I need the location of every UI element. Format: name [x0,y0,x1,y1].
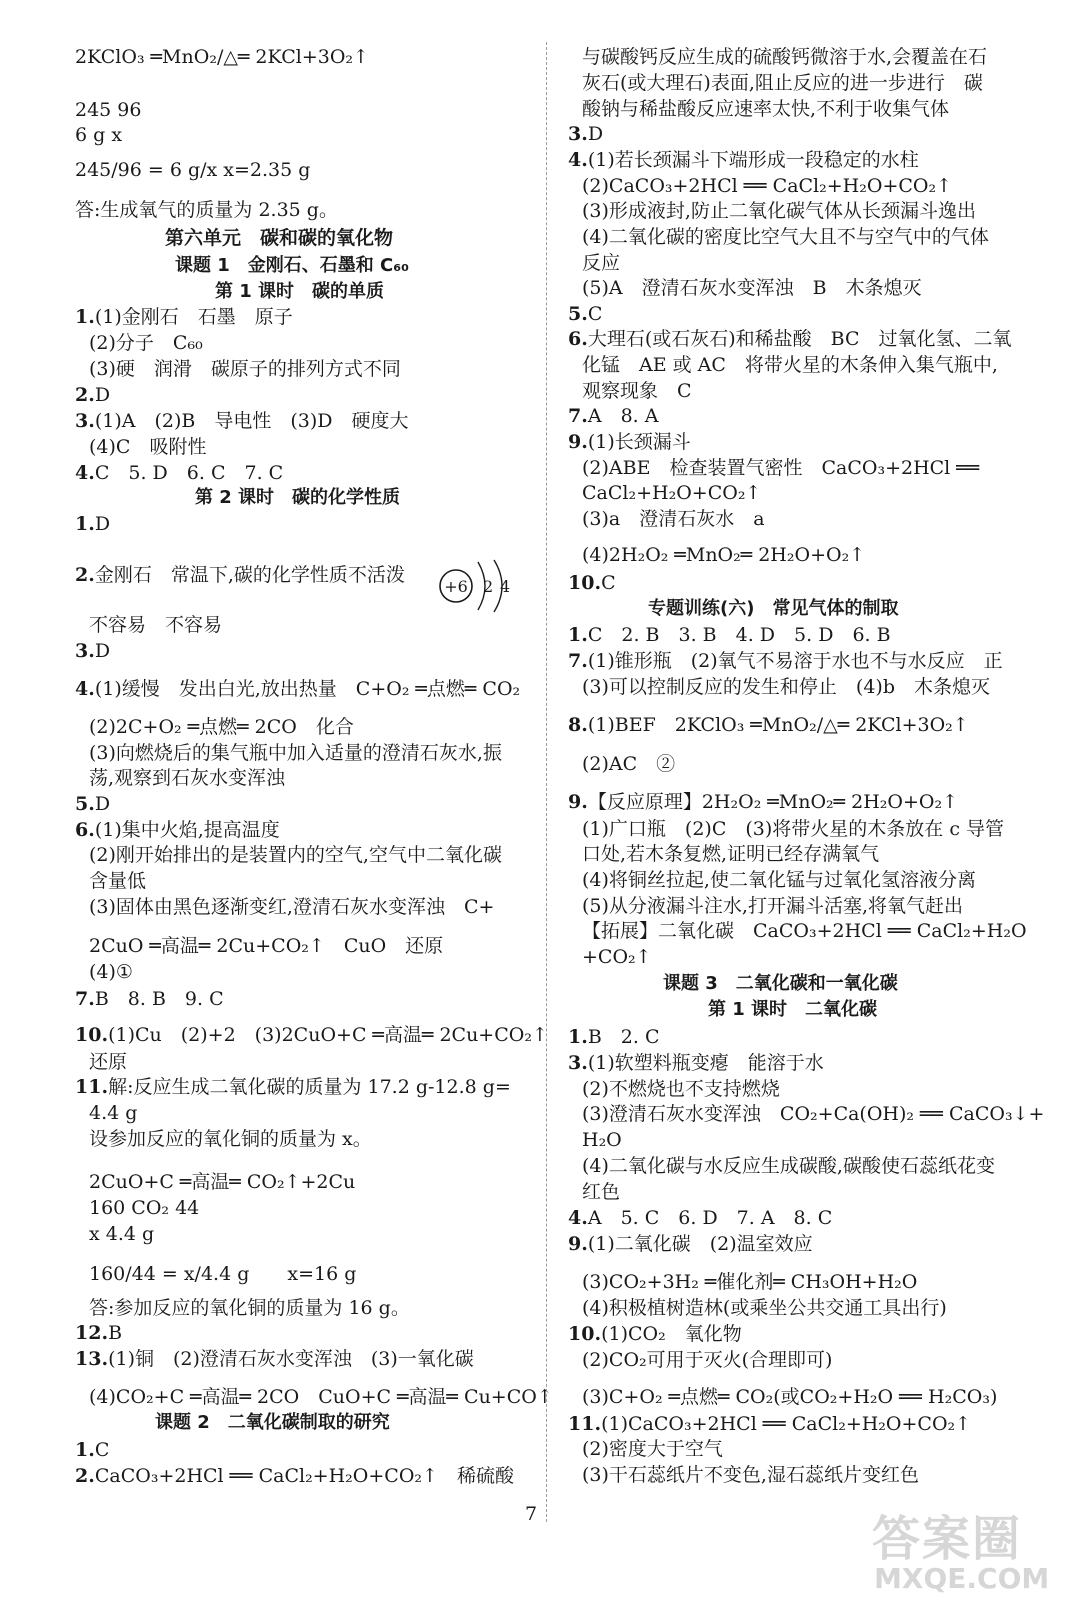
line-text: 课题 3 二氧化碳和一氧化碳 [663,973,898,994]
answer-line [568,675,990,699]
line-text: (2)CaCO₃+2HCl ══ CaCl₂+H₂O+CO₂↑ [582,175,953,197]
answer-line [75,435,206,459]
line-text: CaCl₂+H₂O+CO₂↑ [582,482,762,504]
line-text: 专题训练(六) 常见气体的制取 [648,598,899,619]
column-divider [546,42,547,1522]
line-text: (1)集中火焰,提高温度 [94,819,280,841]
line-text: 第六单元 碳和碳的氧化物 [165,227,394,249]
answer-line [568,327,1012,351]
answer-line [75,766,285,790]
question-number: 10. [568,1323,602,1345]
line-text: (1)A (2)B 导电性 (3)D 硬度大 [94,410,409,432]
line-text: 4.4 g [89,1102,138,1124]
line-text: 荡,观察到石灰水变浑浊 [89,767,286,789]
line-text: D [94,513,111,535]
line-text: C 2. B 3. B 4. D 5. D 6. B [587,624,891,646]
answer-line [75,158,310,182]
question-number: 6. [75,819,95,841]
question-number: 2. [75,1465,95,1487]
answer-line [75,960,133,984]
watermark-url: MXQE.COM [874,1562,1050,1595]
answer-line [75,1385,553,1409]
line-text: (2)分子 C₆₀ [89,332,203,354]
answer-line [75,305,293,329]
answer-line [568,817,1004,841]
line-text: (1)锥形瓶 (2)氧气不易溶于水也不与水反应 正 [587,650,1003,672]
shell-1-electrons: 2 [483,577,494,596]
answer-line [568,1322,742,1346]
line-text: 2CuO ═高温═ 2Cu+CO₂↑ CuO 还原 [89,935,444,957]
line-text: B 8. B 9. C [94,988,224,1010]
line-text: 大理石(或石灰石)和稀盐酸 BC 过氧化氢、二氧 [587,328,1012,350]
answer-line [75,45,369,69]
line-text: C [601,572,616,594]
answer-line [75,792,110,816]
section-heading [175,254,409,278]
line-text: (4)C 吸附性 [89,436,207,458]
answer-line [75,677,520,701]
question-number: 11. [568,1413,602,1435]
line-text: (3)澄清石灰水变浑浊 CO₂+Ca(OH)₂ ══ CaCO₃↓+ [582,1103,1045,1125]
answer-line [75,1347,474,1371]
line-text: (3)干石蕊纸片不变色,湿石蕊纸片变红色 [582,1464,919,1486]
question-number: 4. [75,678,95,700]
answer-line [75,741,502,765]
line-text: 不容易 不容易 [89,614,223,636]
line-text: D [94,640,111,662]
line-text: (4)积极植树造林(或乘坐公共交通工具出行) [582,1297,947,1319]
answer-line [568,945,652,969]
answer-line [568,1348,832,1372]
line-text: (2)AC ② [582,753,676,775]
line-text: 解:反应生成二氧化碳的质量为 17.2 g-12.8 g= [108,1076,511,1098]
answer-line [75,715,354,739]
question-number: 5. [568,303,588,325]
answer-line [75,1262,356,1286]
answer-line [75,383,110,407]
question-number: 8. [568,714,588,736]
answer-line [568,122,603,146]
answer-line [568,1437,723,1461]
answer-line [75,198,338,222]
answer-line [75,987,224,1011]
line-text: 【拓展】二氧化碳 CaCO₃+2HCl ══ CaCl₂+H₂O [582,920,1027,942]
question-number: 7. [568,650,588,672]
answer-line [568,456,979,480]
line-text: 6 g x [75,124,123,146]
line-text: 160 CO₂ 44 [89,1197,200,1219]
answer-line [75,123,122,147]
line-text: (1)Cu (2)+2 (3)2CuO+C ═高温═ 2Cu+CO₂↑ [108,1024,548,1046]
line-text: 245/96 = 6 g/x x=2.35 g [75,159,311,181]
line-text: (1)若长颈漏斗下端形成一段稳定的水柱 [587,149,919,171]
line-text: (3)a 澄清石灰水 a [582,508,765,530]
question-number: 1. [75,1439,95,1461]
answer-line [568,1296,947,1320]
answer-line [568,649,1003,673]
question-number: 11. [75,1076,109,1098]
section-heading [648,597,898,621]
line-text: 【反应原理】2H₂O₂ ═MnO₂═ 2H₂O+O₂↑ [587,791,959,813]
section-heading [195,486,400,510]
answer-line [568,919,1027,943]
line-text: D [94,384,111,406]
answer-line [568,199,976,223]
line-text: 第 1 课时 二氧化碳 [708,999,878,1020]
question-number: 3. [75,410,95,432]
line-text: +CO₂↑ [582,946,652,968]
answer-line [568,842,879,866]
line-text: 160/44 = x/4.4 g x=16 g [89,1263,357,1285]
line-text: 课题 2 二氧化碳制取的研究 [155,1412,390,1433]
section-heading [215,280,384,304]
line-text: 化锰 AE 或 AC 将带火星的木条伸入集气瓶中, [582,354,998,376]
line-text: (4)二氧化碳与水反应生成碳酸,碳酸使石蕊纸花变 [582,1155,995,1177]
line-text: (2)不燃烧也不支持燃烧 [582,1078,780,1100]
answer-line [75,1296,410,1320]
answer-line [75,512,110,536]
answer-line [568,45,987,69]
answer-line [568,1077,780,1101]
answer-line [568,1025,660,1049]
answer-line [568,894,963,918]
line-text: (3)硬 润滑 碳原子的排列方式不同 [89,358,401,380]
line-text: 245 96 [75,99,142,121]
line-text: D [587,123,604,145]
question-number: 4. [568,1207,588,1229]
line-text: (2)密度大于空气 [582,1438,723,1460]
line-text: (3)形成液封,防止二氧化碳气体从长颈漏斗逸出 [582,200,976,222]
question-number: 4. [568,149,588,171]
answer-line [568,1154,995,1178]
line-text: H₂O [582,1129,622,1151]
line-text: (5)A 澄清石灰水变浑浊 B 木条熄灭 [582,277,922,299]
answer-line [568,1412,971,1436]
answer-line [75,1101,137,1125]
answer-line [75,613,222,637]
answer-line [568,1232,813,1256]
line-text: (1)CaCO₃+2HCl ══ CaCl₂+H₂O+CO₂↑ [601,1413,972,1435]
answer-line [568,276,922,300]
answer-line [568,1102,1044,1126]
answer-line [568,1206,832,1230]
answer-line [75,409,409,433]
line-text: 第 2 课时 碳的化学性质 [195,487,401,508]
section-heading [663,972,898,996]
question-number: 7. [75,988,95,1010]
line-text: 观察现象 C [582,380,692,402]
answer-line [568,251,620,275]
answer-line [75,869,146,893]
section-heading [165,226,393,250]
line-text: (4)2H₂O₂ ═MnO₂═ 2H₂O+O₂↑ [582,544,866,566]
page-number: 7 [525,1503,538,1525]
line-text: (1)铜 (2)澄清石灰水变浑浊 (3)一氧化碳 [108,1348,474,1370]
line-text: (2)CO₂可用于灭火(合理即可) [582,1349,833,1371]
line-text: (1)广口瓶 (2)C (3)将带火星的木条放在 c 导管 [582,818,1004,840]
line-text: 课题 1 金刚石、石墨和 C₆₀ [175,255,410,276]
answer-line [75,1464,514,1488]
question-number: 2. [75,564,95,586]
line-text: CaCO₃+2HCl ══ CaCl₂+H₂O+CO₂↑ 稀硫酸 [94,1465,514,1487]
shell-2-electrons: 4 [500,577,511,596]
question-number: 3. [568,1052,588,1074]
line-text: (2)ABE 检查装置气密性 CaCO₃+2HCl ══ [582,457,980,479]
answer-line [75,895,494,919]
answer-line [568,1128,622,1152]
answer-line [568,302,602,326]
question-number: 13. [75,1348,109,1370]
carbon-atom-structure-diagram [434,556,524,616]
question-number: 2. [75,384,95,406]
answer-line [75,357,401,381]
line-text: A 5. C 6. D 7. A 8. C [587,1207,833,1229]
answer-line [568,97,949,121]
line-text: B [108,1322,123,1344]
line-text: (1)软塑料瓶变瘪 能溶于水 [587,1052,824,1074]
nucleus-charge: +6 [444,577,468,596]
question-number: 6. [568,328,588,350]
line-text: (4)二氧化碳的密度比空气大且不与空气中的气体 [582,226,989,248]
answer-line [568,507,765,531]
answer-line [568,174,952,198]
line-text: 反应 [582,252,621,274]
line-text: 酸钠与稀盐酸反应速率太快,不利于收集气体 [582,98,950,120]
question-number: 9. [568,1233,588,1255]
line-text: 2KClO₃ ═MnO₂/△═ 2KCl+3O₂↑ [75,46,369,68]
answer-line [568,752,675,776]
line-text: 金刚石 常温下,碳的化学性质不活泼 [94,564,405,586]
answer-line [568,1270,917,1294]
question-number: 1. [568,624,588,646]
question-number: 9. [568,791,588,813]
answer-line [75,1321,122,1345]
line-text: (1)金刚石 石墨 原子 [94,306,293,328]
answer-line [568,571,616,595]
line-text: (4)CO₂+C ═高温═ 2CO CuO+C ═高温═ Cu+CO↑ [89,1386,553,1408]
answer-line [75,1196,199,1220]
line-text: (1)缓慢 发出白光,放出热量 C+O₂ ═点燃═ CO₂ [94,678,521,700]
line-text: 红色 [582,1181,621,1203]
section-heading [708,998,877,1022]
line-text: (1)CO₂ 氧化物 [601,1323,742,1345]
answer-line [568,1051,824,1075]
answer-line [75,1023,548,1047]
line-text: 答:参加反应的氧化铜的质量为 16 g。 [89,1297,410,1319]
line-text: (3)可以控制反应的发生和停止 (4)b 木条熄灭 [582,676,990,698]
question-number: 3. [75,640,95,662]
line-text: C 5. D 6. C 7. C [94,462,284,484]
section-heading [155,1411,390,1435]
question-number: 7. [568,405,588,427]
answer-line [75,563,405,587]
question-number: 3. [568,123,588,145]
line-text: (4)① [89,961,133,983]
line-text: (3)CO₂+3H₂ ═催化剂═ CH₃OH+H₂O [582,1271,918,1293]
question-number: 1. [75,513,95,535]
line-text: (1)长颈漏斗 [587,431,691,453]
answer-line [568,790,958,814]
answer-line [75,461,283,485]
answer-line [75,1050,127,1074]
answer-line [75,1075,511,1099]
line-text: x 4.4 g [89,1223,155,1245]
answer-line [75,98,141,122]
line-text: 与碳酸钙反应生成的硫酸钙微溶于水,会覆盖在石 [582,46,988,68]
question-number: 1. [568,1026,588,1048]
answer-line [568,868,976,892]
question-number: 4. [75,462,95,484]
answer-line [568,148,919,172]
line-text: 设参加反应的氧化铜的质量为 x。 [89,1128,372,1150]
answer-line [568,1385,997,1409]
answer-line [75,843,502,867]
answer-line [75,1127,372,1151]
line-text: (3)C+O₂ ═点燃═ CO₂(或CO₂+H₂O ══ H₂CO₃) [582,1386,998,1408]
question-number: 9. [568,431,588,453]
watermark-brand: 答案圈 [872,1511,1023,1567]
question-number: 5. [75,793,95,815]
line-text: A 8. A [587,405,659,427]
line-text: 还原 [89,1051,128,1073]
question-number: 10. [568,572,602,594]
answer-line [568,71,983,95]
line-text: (3)固体由黑色逐渐变红,澄清石灰水变浑浊 C+ [89,896,495,918]
answer-line [75,639,110,663]
line-text: B 2. C [587,1026,660,1048]
answer-line [568,353,998,377]
question-number: 10. [75,1024,109,1046]
line-text: D [94,793,111,815]
line-text: 2CuO+C ═高温═ CO₂↑+2Cu [89,1171,356,1193]
answer-line [568,379,692,403]
line-text: 答:生成氧气的质量为 2.35 g。 [75,199,338,221]
line-text: C [94,1439,110,1461]
answer-line [568,713,969,737]
answer-line [75,1170,355,1194]
line-text: (1)二氧化碳 (2)温室效应 [587,1233,813,1255]
line-text: 含量低 [89,870,147,892]
answer-line [568,481,761,505]
answer-line [75,331,203,355]
line-text: (2)2C+O₂ ═点燃═ 2CO 化合 [89,716,354,738]
answer-line [568,543,865,567]
answer-line [568,623,891,647]
line-text: (4)将铜丝拉起,使二氧化锰与过氧化氢溶液分离 [582,869,976,891]
answer-line [568,1180,620,1204]
line-text: (2)刚开始排出的是装置内的空气,空气中二氧化碳 [89,844,502,866]
answer-line [75,1438,109,1462]
answer-line [568,225,989,249]
line-text: (1)BEF 2KClO₃ ═MnO₂/△═ 2KCl+3O₂↑ [587,714,969,736]
answer-line [568,404,658,428]
question-number: 1. [75,306,95,328]
line-text: (5)从分液漏斗注水,打开漏斗活塞,将氧气赶出 [582,895,963,917]
line-text: (3)向燃烧后的集气瓶中加入适量的澄清石灰水,振 [89,742,502,764]
question-number: 12. [75,1322,109,1344]
answer-line [75,818,280,842]
line-text: C [587,303,603,325]
watermark-logo [860,1500,1050,1595]
answer-line [75,934,443,958]
line-text: 口处,若木条复燃,证明已经存满氧气 [582,843,880,865]
line-text: 灰石(或大理石)表面,阻止反应的进一步进行 碳 [582,72,983,94]
line-text: 第 1 课时 碳的单质 [215,281,385,302]
answer-line [568,430,691,454]
answer-line [75,1222,154,1246]
answer-line [568,1463,919,1487]
